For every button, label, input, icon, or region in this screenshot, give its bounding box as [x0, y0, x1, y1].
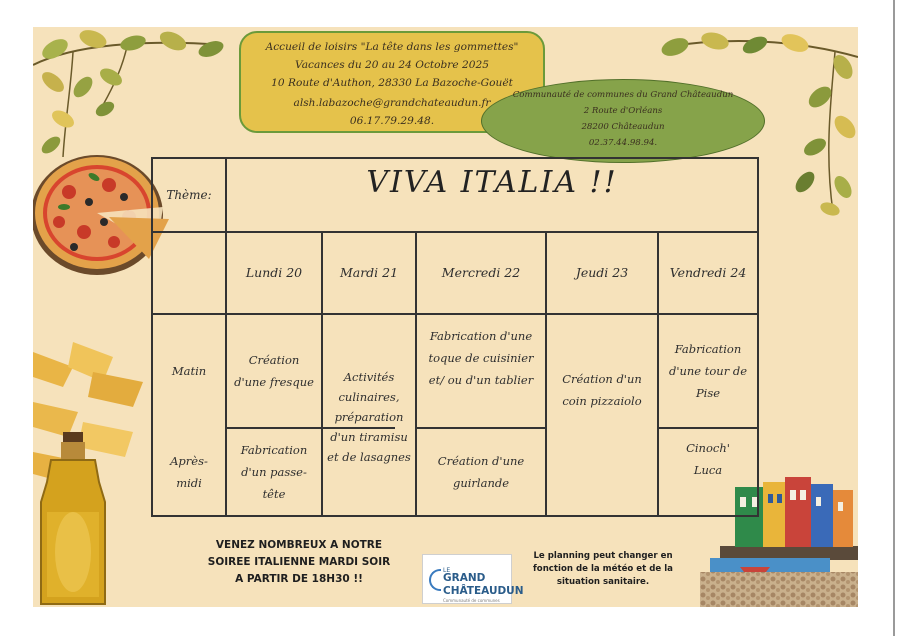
grand-chateaudun-logo: LE GRAND CHÂTEAUDUN Communauté de communes — [422, 554, 512, 604]
community-info-oval — [481, 79, 765, 163]
theme-label: Thème: — [166, 188, 212, 202]
holiday-dates: Vacances du 20 au 24 Octobre 2025 — [295, 59, 489, 71]
centre-email[interactable]: alsh.labazoche@grandchateaudun.fr — [293, 97, 491, 109]
theme-title: VIVA ITALIA !! — [366, 165, 618, 200]
activity-mercredi-apres-midi: Création d'une guirlande — [437, 454, 525, 490]
community-street: 2 Route d'Orléans — [583, 106, 663, 116]
activity-lundi-matin: Création d'une fresque — [234, 353, 314, 389]
community-city: 28200 Châteaudun — [581, 122, 665, 132]
row-label-matin: Matin — [171, 364, 207, 378]
activity-vendredi-matin: Fabrication d'une tour de Pise — [668, 342, 748, 400]
activity-lundi-apres-midi: Fabrication d'un passe- tête — [240, 443, 308, 501]
row-label-apres-midi: Après- midi — [170, 454, 208, 490]
community-name: Communauté de communes du Grand Châteaudun — [512, 90, 734, 100]
flyer-page — [33, 27, 858, 607]
day-header-mercredi: Mercredi 22 — [441, 265, 521, 280]
centre-name: Accueil de loisirs "La tête dans les gommettes" — [265, 41, 519, 53]
planning-table — [151, 157, 759, 517]
centre-address[interactable]: 10 Route d'Authon, 28330 La Bazoche-Gouët — [271, 77, 513, 89]
italian-evening-invite: VENEZ NOMBREUX A NOTRE SOIREE ITALIENNE MARDI SOIR A PARTIR DE 18H30 !! — [207, 539, 391, 585]
activity-mardi: Activités culinaires, préparation d'un tiramisu et de lasagnes — [327, 370, 411, 464]
logo-mark-icon — [429, 569, 441, 591]
community-phone[interactable]: 02.37.44.98.94. — [588, 138, 658, 148]
day-header-lundi: Lundi 20 — [245, 265, 303, 280]
day-header-vendredi: Vendredi 24 — [669, 265, 747, 280]
leaves-top-left-decoration — [33, 27, 233, 162]
activity-mercredi-matin: Fabrication d'une toque de cuisinier et/ ou d'un tablier — [428, 329, 534, 387]
activity-jeudi: Création d'un coin pizzaiolo — [562, 372, 642, 408]
activity-vendredi-apres-midi: Cinoch' Luca — [686, 441, 730, 477]
planning-change-notice: Le planning peut changer en fonction de la météo et de la situation sanitaire. — [533, 551, 673, 587]
day-header-jeudi: Jeudi 23 — [575, 265, 629, 280]
day-header-mardi: Mardi 21 — [339, 265, 399, 280]
centre-phone[interactable]: 06.17.79.29.48. — [349, 115, 435, 127]
pasta-and-olive-oil-illustration — [33, 342, 163, 607]
scan-edge-line — [893, 0, 895, 636]
